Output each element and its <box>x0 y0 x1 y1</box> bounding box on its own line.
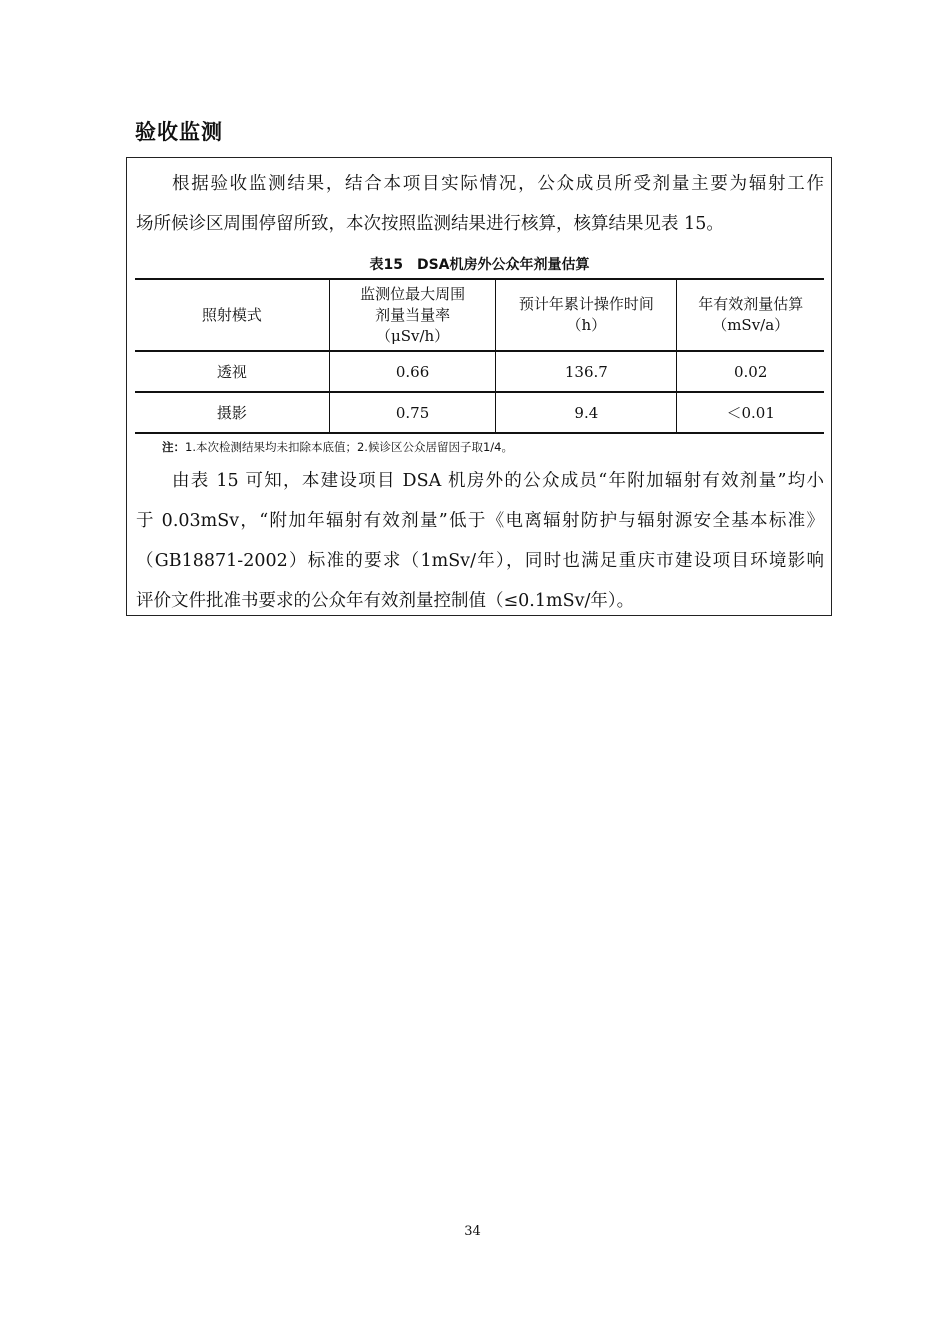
header-line: 照射模式 <box>201 305 262 324</box>
page-number: 34 <box>464 1224 481 1239</box>
intro-line: 根据验收监测结果，结合本项目实际情况，公众成员所受剂量主要为辐射工作 <box>172 174 824 194</box>
header-line: （h） <box>566 316 607 334</box>
header-max-dose-rate <box>329 279 495 351</box>
header-line: 年有效剂量估算 <box>698 295 804 313</box>
header-annual-effective-dose <box>677 279 824 351</box>
header-exposure-mode <box>135 279 329 351</box>
cell-effective-dose: 0.02 <box>677 351 824 392</box>
table-row <box>135 351 824 392</box>
header-line: 预计年累计操作时间 <box>518 295 654 313</box>
header-annual-operation-time <box>496 279 677 351</box>
table-caption: 表15 DSA机房外公众年剂量估算 <box>369 257 590 273</box>
cell-effective-dose: ＜0.01 <box>677 392 824 433</box>
conclusion-line: 于 0.03mSv，“附加年辐射有效剂量”低于《电离辐射防护与辐射源安全基本标准》 <box>136 511 824 531</box>
conclusion-paragraph <box>136 461 824 621</box>
intro-line: 场所候诊区周围停留所致，本次按照监测结果进行核算，核算结果见表 15。 <box>136 214 724 234</box>
cell-operation-time: 136.7 <box>496 351 677 392</box>
dose-estimate-table <box>135 278 824 434</box>
header-line: 监测位最大周围 <box>360 284 466 303</box>
note-text: 1.本次检测结果均未扣除本底值；2.候诊区公众居留因子取1/4。 <box>185 440 513 454</box>
conclusion-line: （GB18871-2002）标准的要求（1mSv/年），同时也满足重庆市建设项目环境影响 <box>136 551 824 571</box>
header-line: （μSv/h） <box>375 326 450 345</box>
cell-max-dose-rate: 0.75 <box>329 392 495 433</box>
section-title: 验收监测 <box>135 120 223 144</box>
conclusion-line: 由表 15 可知，本建设项目 DSA 机房外的公众成员“年附加辐射有效剂量”均小 <box>172 471 824 491</box>
cell-exposure-mode: 透视 <box>135 351 329 392</box>
conclusion-line: 评价文件批准书要求的公众年有效剂量控制值（≤0.1mSv/年）。 <box>136 591 635 611</box>
note-label: 注： <box>162 440 185 454</box>
cell-exposure-mode: 摄影 <box>135 392 329 433</box>
intro-paragraph <box>136 164 824 244</box>
table-header-row <box>135 279 824 351</box>
table-note <box>162 439 513 455</box>
cell-max-dose-rate: 0.66 <box>329 351 495 392</box>
header-line: 剂量当量率 <box>375 305 451 324</box>
table-row <box>135 392 824 433</box>
cell-operation-time: 9.4 <box>496 392 677 433</box>
header-line: （mSv/a） <box>712 316 790 334</box>
